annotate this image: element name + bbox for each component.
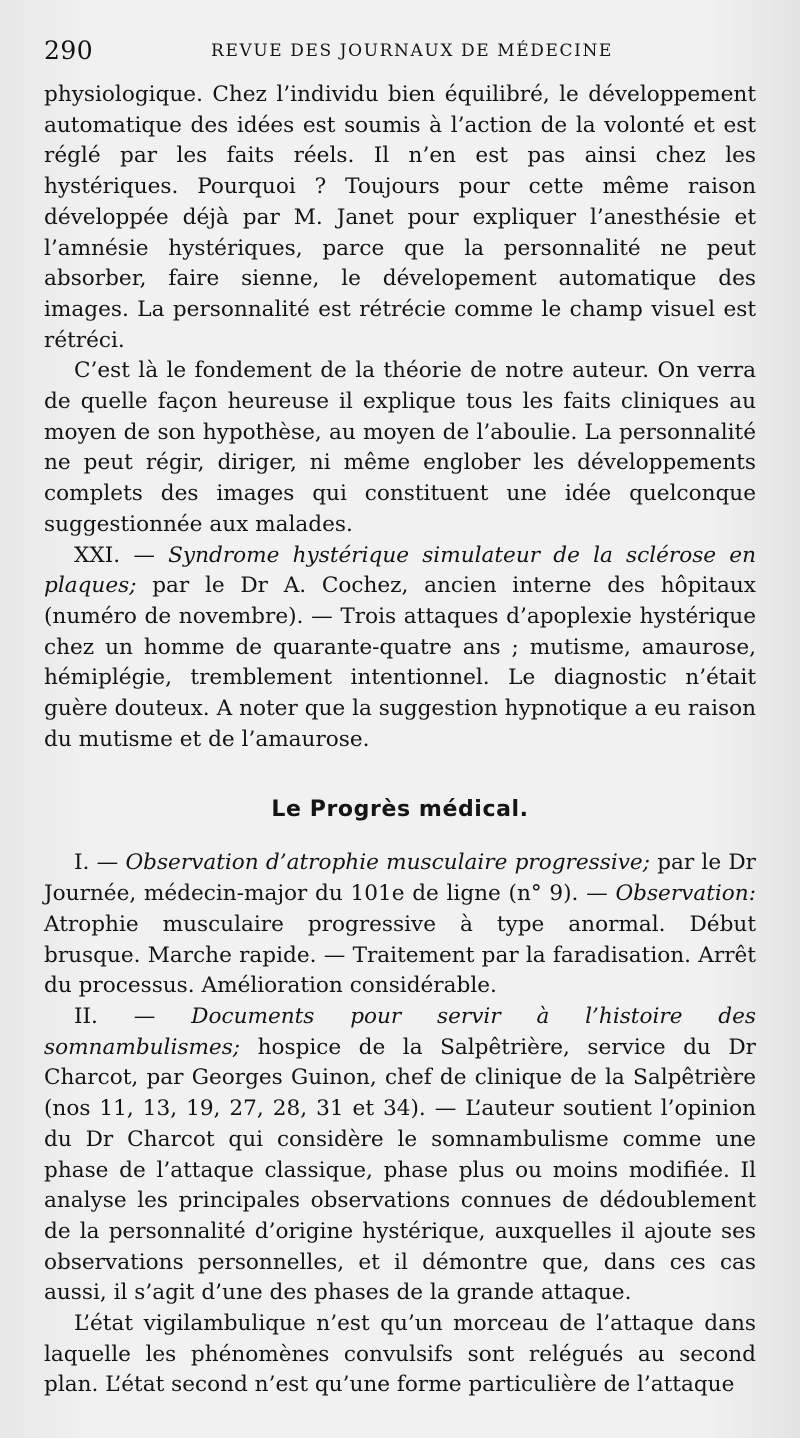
entry-i-text-1: par le Dr Journée, médecin-major du 101e de ligne (n° 9). — xyxy=(44,850,756,907)
page-number: 290 xyxy=(44,36,94,65)
entry-ii-text: hospice de la Salpêtrière, service du Dr Charcot, par Georges Guinon, chef de clinique de la Salpêtrière (nos 11, 13, 19, 27, 28, 31 et 34). — L’auteur soutient l’opinion du Dr Charcot qui considère le somnambulisme comme une phase de l’attaque classique, phase plus ou moins modifiée. Il analyse les principales observations connues de dédoublement de la personnalité d’origine hystérique, auxquelles il ajoute ses observations personnelles, et il démontre que, dans ces cas aussi, il s’agit d’une des phases de la grande attaque. xyxy=(44,1034,756,1306)
entry-xxi xyxy=(44,541,756,756)
entry-xxi-dash: — xyxy=(133,542,155,568)
entry-xxi-title: Syndrome hystérique simulateur de la sclérose en plaques; xyxy=(44,542,756,599)
paragraph-etat-vigilambulique: L’état vigilambulique n’est qu’un morceau de l’attaque dans laquelle les phénomènes convulsifs sont relégués au second plan. L’état second n’est qu’une forme particulière de l’attaque xyxy=(44,1311,756,1398)
entry-i-dash: — xyxy=(96,850,119,876)
section-heading-progres-medical: Le Progrès médical. xyxy=(271,797,529,823)
entry-i-text-2: Atrophie musculaire progressive à type anormal. Début brusque. Marche rapide. — Traitement par la faradisation. Arrêt du processus. Amélioration considérable. xyxy=(44,911,756,999)
entry-i-number: I. xyxy=(74,850,90,876)
entry-xxi-text: par le Dr A. Cochez, ancien interne des hôpitaux (numéro de novembre). — Trois attaques d’apoplexie hystérique chez un homme de quarante-quatre ans ; mutisme, amaurose, hémiplégie, tremblement intentionnel. Le diagnostic n’était guère douteux. A noter que la suggestion hypnotique a eu raison du mutisme et de l’amaurose. xyxy=(44,573,756,752)
entry-ii-number: II. xyxy=(74,1003,98,1029)
body-text xyxy=(44,80,756,1401)
paragraph-physiologique: physiologique. Chez l’individu bien équilibré, le développement automatique des idées est soumis à l’action de la volonté et est réglé par les faits réels. Il n’en est pas ainsi chez les hystériques. Pourquoi ? Toujours pour cette même raison développée déjà par M. Janet pour expliquer l’anesthésie et l’amnésie hystériques, parce que la personnalité ne peut absorber, faire sienne, le dévelopement automatique des images. La personnalité est rétrécie comme le champ visuel est rétréci. xyxy=(44,82,756,353)
entry-ii-dash: — xyxy=(133,1003,156,1029)
paragraph-fondement-theorie: C’est là le fondement de la théorie de notre auteur. On verra de quelle façon heureuse il explique tous les faits cliniques au moyen de son hypothèse, au moyen de l’aboulie. La personnalité ne peut régir, diriger, ni même englober les développements complets des images qui constituent une idée quelconque suggestionnée aux malades. xyxy=(44,358,756,537)
entry-i-title: Observation d’atrophie musculaire progressive; xyxy=(125,850,650,876)
entry-xxi-number: XXI. xyxy=(74,542,121,568)
entry-ii-title: Documents pour servir à l’histoire des somnambulismes; xyxy=(44,1003,756,1060)
entry-ii xyxy=(44,1002,756,1309)
entry-i xyxy=(44,848,756,1002)
running-head xyxy=(44,36,756,76)
entry-i-observation-label: Observation: xyxy=(615,881,756,907)
running-title: REVUE DES JOURNAUX DE MÉDECINE xyxy=(211,41,613,61)
